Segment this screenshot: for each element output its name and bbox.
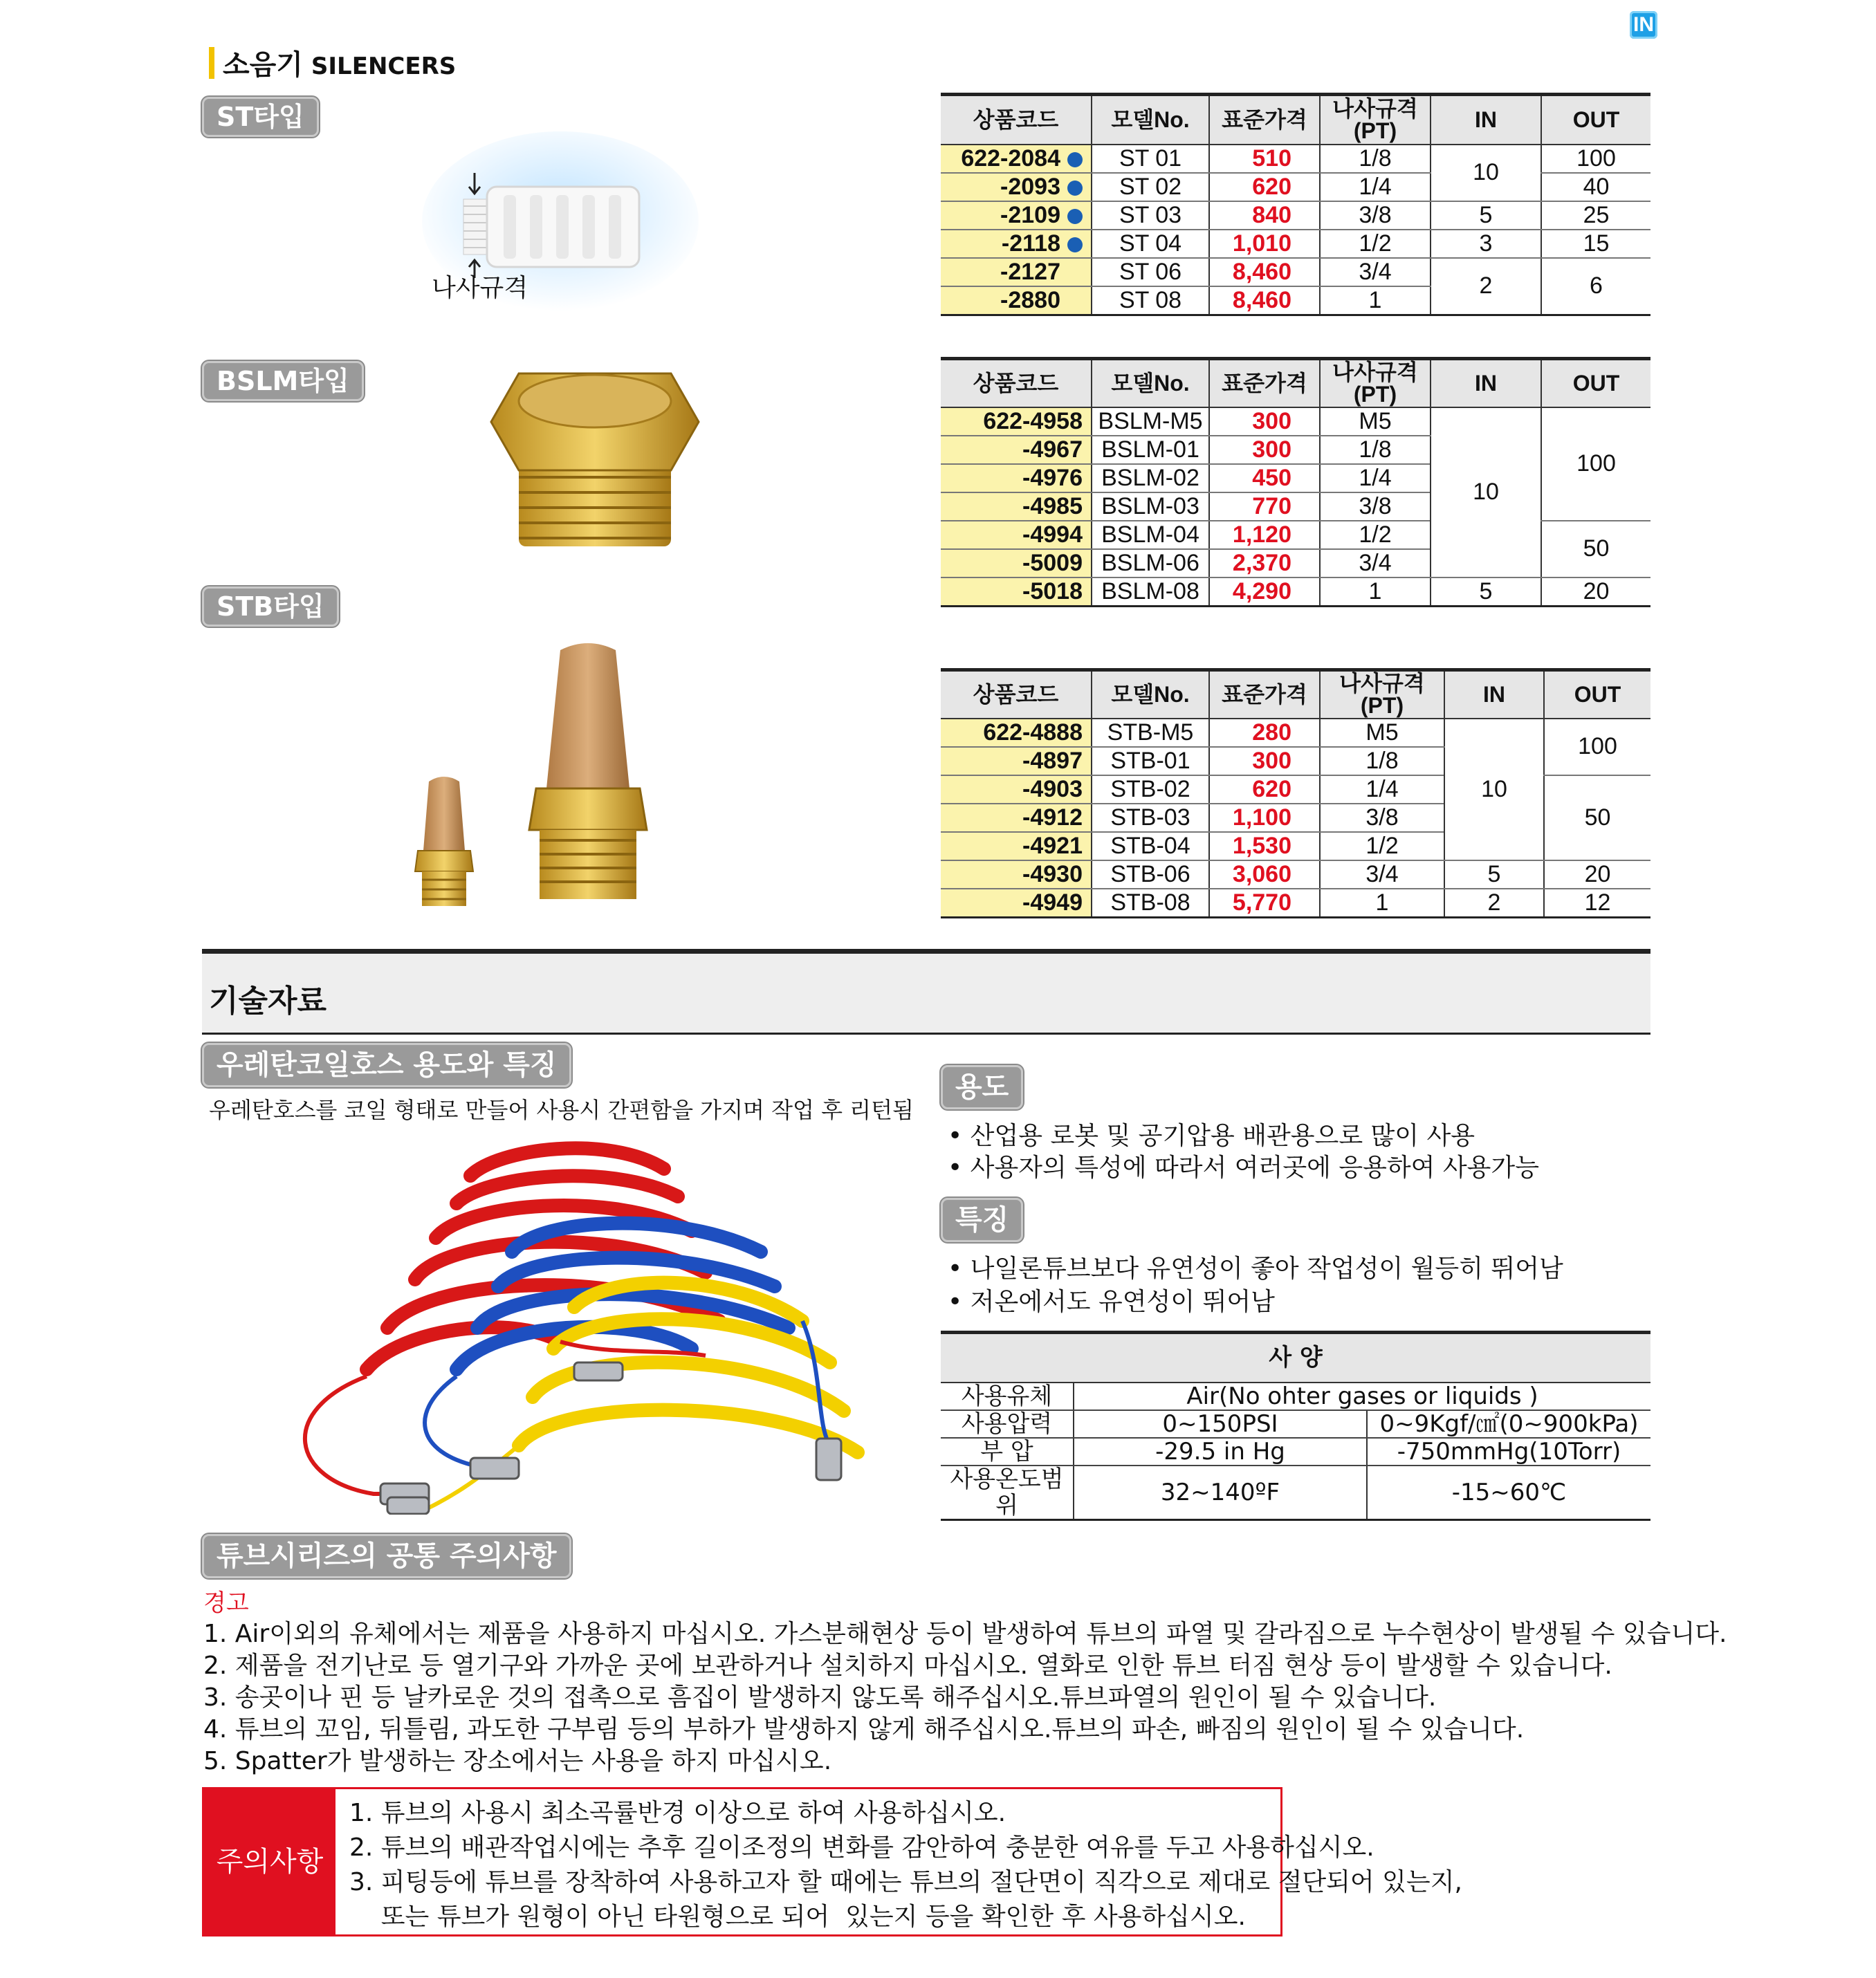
product-code: -4903: [941, 775, 1092, 804]
st-spec-table: [941, 93, 1650, 316]
in-value: 10: [1431, 145, 1541, 201]
model-no: ST 08: [1092, 286, 1209, 315]
product-code: -4921: [941, 832, 1092, 860]
in-value: 5: [1431, 577, 1541, 607]
table-row: [941, 173, 1650, 201]
model-no: STB-06: [1092, 860, 1209, 889]
thread: 1: [1320, 889, 1444, 918]
spec-value: Air(No ohter gases or liquids ): [1074, 1383, 1650, 1410]
model-no: BSLM-02: [1092, 464, 1209, 492]
price: 450: [1209, 464, 1320, 492]
header-model-no: 모델No.: [1092, 359, 1209, 407]
table-row: [941, 201, 1650, 230]
thread: 3/8: [1320, 201, 1431, 230]
header-thread: 나사규격 (PT): [1320, 359, 1431, 407]
bslm-spec-table: [941, 357, 1650, 607]
stb-silencer-image: [401, 629, 692, 920]
price: 4,290: [1209, 577, 1320, 607]
thread: 1/8: [1320, 436, 1431, 464]
model-no: STB-08: [1092, 889, 1209, 918]
model-no: ST 01: [1092, 145, 1209, 173]
spec-value: 0~9Kgf/㎠(0~900kPa): [1367, 1410, 1650, 1438]
price: 8,460: [1209, 286, 1320, 315]
thread: 1/2: [1320, 521, 1431, 549]
product-code: -2109: [941, 201, 1092, 230]
product-code: -4897: [941, 747, 1092, 775]
product-code: -2880: [941, 286, 1092, 315]
table-row: [941, 407, 1650, 436]
coil-hose-image: [249, 1120, 892, 1515]
model-no: BSLM-01: [1092, 436, 1209, 464]
spec-value: -15~60℃: [1367, 1466, 1650, 1520]
header-model-no: 모델No.: [1092, 95, 1209, 145]
title-accent-bar: [209, 47, 214, 79]
warning-item: 2. 제품을 전기난로 등 열기구와 가까운 곳에 보관하거나 설치하지 마십시오. 열화로 인한 튜브 터짐 현상 등이 발생할 수 있습니다.: [203, 1652, 1612, 1680]
header-out: OUT: [1541, 359, 1650, 407]
spec-value: 0~150PSI: [1074, 1410, 1367, 1438]
spec-label: 부 압: [941, 1438, 1074, 1466]
table-row: [941, 719, 1650, 747]
usage-item: • 사용자의 특성에 따라서 여러곳에 응용하여 사용가능: [948, 1154, 1539, 1182]
model-no: BSLM-M5: [1092, 407, 1209, 436]
in-value: 2: [1431, 258, 1541, 315]
price: 770: [1209, 492, 1320, 521]
caution-item: 1. 튜브의 사용시 최소곡률반경 이상으로 하여 사용하십시오.: [349, 1799, 1006, 1827]
out-value: 12: [1544, 889, 1650, 918]
price: 1,530: [1209, 832, 1320, 860]
page-title: [223, 43, 456, 82]
product-code: -4949: [941, 889, 1092, 918]
thread: 3/8: [1320, 804, 1444, 832]
spec-value: -750mmHg(10Torr): [1367, 1438, 1650, 1466]
usage-item: • 산업용 로봇 및 공기압용 배관용으로 많이 사용: [948, 1122, 1475, 1150]
header-in: IN: [1431, 359, 1541, 407]
product-code: -4985: [941, 492, 1092, 521]
table-row: [941, 230, 1650, 258]
warning-item: 3. 송곳이나 핀 등 날카로운 것의 접촉으로 흠집이 발생하지 않도록 해주십시오.튜브파열의 원인이 될 수 있습니다.: [203, 1683, 1437, 1712]
bslm-type-pill: BSLM타입: [202, 361, 364, 401]
spec-value: 32~140ºF: [1074, 1466, 1367, 1520]
thread: M5: [1320, 719, 1444, 747]
product-code: -2118: [941, 230, 1092, 258]
product-code: -2093: [941, 173, 1092, 201]
warning-item: 1. Air이외의 유체에서는 제품을 사용하지 마십시오. 가스분해현상 등이 발생하여 튜브의 파열 및 갈라짐으로 누수현상이 발생될 수 있습니다.: [203, 1620, 1727, 1648]
product-code: 622-4888: [941, 719, 1092, 747]
product-code: -4967: [941, 436, 1092, 464]
warning-item: 4. 튜브의 꼬임, 뒤틀림, 과도한 구부림 등의 부하가 발생하지 않게 해주십시오.튜브의 파손, 빠짐의 원인이 될 수 있습니다.: [203, 1715, 1525, 1744]
caution-label: 주의사항: [204, 1789, 335, 1934]
in-value: 3: [1431, 230, 1541, 258]
out-value: 20: [1541, 577, 1650, 607]
product-code: -4930: [941, 860, 1092, 889]
thread: 3/4: [1320, 860, 1444, 889]
bslm-silencer-image: [484, 360, 706, 560]
table-row: [941, 258, 1650, 286]
thread: 1: [1320, 286, 1431, 315]
header-price: 표준가격: [1209, 359, 1320, 407]
price: 2,370: [1209, 549, 1320, 577]
in-value: 10: [1444, 719, 1544, 860]
caution-item: 3. 피팅등에 튜브를 장착하여 사용하고자 할 때에는 튜브의 절단면이 직각으로 제대로 절단되어 있는지,: [349, 1868, 1462, 1896]
product-code: -4976: [941, 464, 1092, 492]
header-model-no: 모델No.: [1092, 670, 1209, 719]
product-code: -2127: [941, 258, 1092, 286]
product-code: -5009: [941, 549, 1092, 577]
stock-dot-icon: [1067, 237, 1083, 252]
thread-spec-label: 나사규격: [432, 274, 528, 302]
table-row: [941, 775, 1650, 804]
spec-title: 사 양: [941, 1333, 1650, 1383]
in-value: 2: [1444, 889, 1544, 918]
stb-spec-table: [941, 668, 1650, 918]
tech-section-band: [202, 949, 1650, 1035]
out-value: 100: [1541, 407, 1650, 521]
out-value: 50: [1544, 775, 1650, 860]
stock-dot-icon: [1067, 181, 1083, 196]
header-product-code: 상품코드: [941, 95, 1092, 145]
stock-dot-icon: [1067, 209, 1083, 224]
warning-label: 경고: [203, 1589, 249, 1617]
table-row: [941, 889, 1650, 918]
product-code: 622-2084: [941, 145, 1092, 173]
price: 1,120: [1209, 521, 1320, 549]
model-no: BSLM-03: [1092, 492, 1209, 521]
out-value: 100: [1544, 719, 1650, 775]
price: 300: [1209, 747, 1320, 775]
header-out: OUT: [1541, 95, 1650, 145]
price: 840: [1209, 201, 1320, 230]
model-no: STB-01: [1092, 747, 1209, 775]
header-price: 표준가격: [1209, 670, 1320, 719]
header-in: IN: [1444, 670, 1544, 719]
price: 3,060: [1209, 860, 1320, 889]
stb-type-pill: STB타입: [202, 586, 339, 627]
header-in: IN: [1431, 95, 1541, 145]
in-value: 5: [1431, 201, 1541, 230]
out-value: 100: [1541, 145, 1650, 173]
stock-dot-icon: [1067, 152, 1083, 167]
out-value: 6: [1541, 258, 1650, 315]
hose-spec-table: [941, 1331, 1650, 1521]
model-no: BSLM-06: [1092, 549, 1209, 577]
model-no: ST 06: [1092, 258, 1209, 286]
header-thread: 나사규격 (PT): [1320, 95, 1431, 145]
usage-title-pill: 용도: [941, 1065, 1023, 1109]
model-no: ST 04: [1092, 230, 1209, 258]
caution-box: [202, 1787, 1462, 1937]
thread: 1: [1320, 577, 1431, 607]
thread: 1/4: [1320, 173, 1431, 201]
price: 620: [1209, 775, 1320, 804]
header-product-code: 상품코드: [941, 670, 1092, 719]
product-code: -4912: [941, 804, 1092, 832]
model-no: ST 02: [1092, 173, 1209, 201]
spec-label: 사용유체: [941, 1383, 1074, 1410]
out-value: 20: [1544, 860, 1650, 889]
feature-item: • 저온에서도 유연성이 뛰어남: [948, 1288, 1275, 1316]
price: 5,770: [1209, 889, 1320, 918]
price: 620: [1209, 173, 1320, 201]
out-value: 50: [1541, 521, 1650, 577]
title-en: SILENCERS: [311, 53, 457, 80]
spec-value: -29.5 in Hg: [1074, 1438, 1367, 1466]
hose-title-pill: 우레탄코일호스 용도와 특징: [202, 1043, 571, 1087]
caution-item: 또는 튜브가 원형이 아닌 타원형으로 되어 있는지 등을 확인한 후 사용하십시오.: [349, 1903, 1246, 1931]
st-type-pill: ST타입: [202, 97, 319, 137]
thread: 1/4: [1320, 464, 1431, 492]
thread: 3/4: [1320, 549, 1431, 577]
header-price: 표준가격: [1209, 95, 1320, 145]
price: 1,100: [1209, 804, 1320, 832]
in-value: 10: [1431, 407, 1541, 577]
thread: 1/4: [1320, 775, 1444, 804]
model-no: STB-M5: [1092, 719, 1209, 747]
product-code: -5018: [941, 577, 1092, 607]
spec-label: 사용압력: [941, 1410, 1074, 1438]
thread: 1/8: [1320, 747, 1444, 775]
price: 1,010: [1209, 230, 1320, 258]
thread: 3/8: [1320, 492, 1431, 521]
price: 510: [1209, 145, 1320, 173]
out-value: 40: [1541, 173, 1650, 201]
model-no: STB-02: [1092, 775, 1209, 804]
spec-label: 사용온도범위: [941, 1466, 1074, 1520]
model-no: STB-04: [1092, 832, 1209, 860]
warning-item: 5. Spatter가 발생하는 장소에서는 사용을 하지 마십시오.: [203, 1747, 832, 1775]
table-row: [941, 521, 1650, 549]
caution-item: 2. 튜브의 배관작업시에는 추후 길이조정의 변화를 감안하여 충분한 여유를 두고 사용하십시오.: [349, 1833, 1374, 1862]
price: 300: [1209, 407, 1320, 436]
table-row: [941, 860, 1650, 889]
thread: 1/2: [1320, 230, 1431, 258]
model-no: BSLM-08: [1092, 577, 1209, 607]
model-no: BSLM-04: [1092, 521, 1209, 549]
hose-description: 우레탄호스를 코일 형태로 만들어 사용시 간편함을 가지며 작업 후 리턴됨: [209, 1097, 914, 1123]
title-ko: 소음기: [223, 49, 303, 81]
in-value: 5: [1444, 860, 1544, 889]
header-out: OUT: [1544, 670, 1650, 719]
out-value: 15: [1541, 230, 1650, 258]
notes-title-pill: 튜브시리즈의 공통 주의사항: [202, 1534, 571, 1578]
header-thread: 나사규격 (PT): [1320, 670, 1444, 719]
model-no: STB-03: [1092, 804, 1209, 832]
thread: 1/2: [1320, 832, 1444, 860]
table-row: [941, 577, 1650, 607]
product-code: 622-4958: [941, 407, 1092, 436]
price: 8,460: [1209, 258, 1320, 286]
feature-item: • 나일론튜브보다 유연성이 좋아 작업성이 월등히 뛰어남: [948, 1255, 1563, 1283]
thread: 3/4: [1320, 258, 1431, 286]
price: 300: [1209, 436, 1320, 464]
product-code: -4994: [941, 521, 1092, 549]
thread: 1/8: [1320, 145, 1431, 173]
header-product-code: 상품코드: [941, 359, 1092, 407]
table-row: [941, 1383, 1650, 1410]
thread: M5: [1320, 407, 1431, 436]
table-row: [941, 1410, 1650, 1438]
table-row: [941, 145, 1650, 173]
price: 280: [1209, 719, 1320, 747]
feature-title-pill: 특징: [941, 1198, 1023, 1242]
model-no: ST 03: [1092, 201, 1209, 230]
table-row: [941, 1466, 1650, 1520]
table-row: [941, 1438, 1650, 1466]
tech-section-title: 기술자료: [209, 983, 327, 1019]
out-value: 25: [1541, 201, 1650, 230]
in-badge: IN: [1630, 11, 1657, 39]
